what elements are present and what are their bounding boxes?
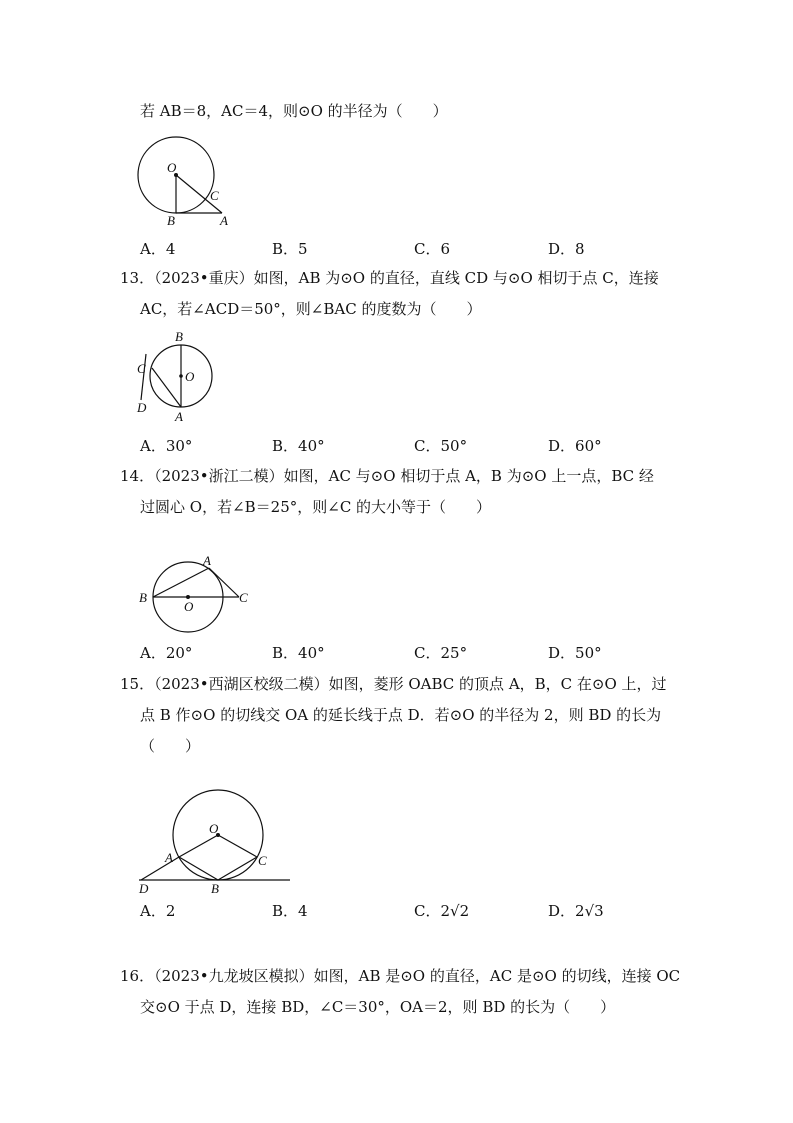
q14-stem-line2: 过圆心 O，若∠B＝25°，则∠C 的大小等于（ ）: [140, 498, 492, 516]
q16-stem-line1: 16．（2023•九龙坡区模拟）如图，AB 是⊙O 的直径，AC 是⊙O 的切线，连接 OC: [120, 967, 681, 985]
q12-figure: [130, 130, 250, 230]
q14-stem-line1: 14．（2023•浙江二模）如图，AC 与⊙O 相切于点 A，B 为⊙O 上一点，BC 经: [120, 467, 654, 485]
q12-label-o: O: [167, 160, 177, 175]
q15-label-o: O: [209, 821, 219, 836]
q15-stem-line2: 点 B 作⊙O 的切线交 OA 的延长线于点 D．若⊙O 的半径为 2，则 BD 的长为: [140, 706, 662, 724]
q15-label-c: C: [258, 853, 267, 868]
q13-figure: [130, 325, 240, 425]
q12-stem: 若 AB＝8，AC＝4，则⊙O 的半径为（ ）: [140, 102, 448, 120]
q14-label-a: A: [203, 553, 211, 568]
q12-label-c: C: [210, 188, 219, 203]
q13-stem-line1: 13．（2023•重庆）如图，AB 为⊙O 的直径，直线 CD 与⊙O 相切于点 C，连接: [120, 269, 659, 287]
q14-chord-ba: [153, 568, 209, 597]
q14-option-a[interactable]: A．20°: [140, 644, 193, 662]
q14-label-b: B: [139, 590, 147, 605]
q14-option-b[interactable]: B．40°: [272, 644, 325, 662]
q13-center-dot: [179, 374, 183, 378]
q15-option-c[interactable]: C．2√2: [414, 902, 470, 920]
q13-option-a[interactable]: A．30°: [140, 437, 193, 455]
q12-option-a[interactable]: A．4: [140, 240, 176, 258]
q13-option-d[interactable]: D．60°: [548, 437, 602, 455]
q15-option-a[interactable]: A．2: [140, 902, 176, 920]
q16-stem-line2: 交⊙O 于点 D，连接 BD，∠C＝30°，OA＝2，则 BD 的长为（ ）: [140, 998, 616, 1016]
q13-option-b[interactable]: B．40°: [272, 437, 325, 455]
q14-tangent-ac: [209, 568, 239, 597]
q12-label-a: A: [220, 213, 228, 228]
q15-label-b: B: [211, 881, 219, 895]
q13-label-b: B: [175, 329, 183, 344]
q15-stem-line1: 15．（2023•西湖区校级二模）如图，菱形 OABC 的顶点 A，B，C 在⊙O 上，过: [120, 675, 667, 693]
q14-option-c[interactable]: C．25°: [414, 644, 468, 662]
q15-side-cb: [218, 857, 257, 880]
q14-option-d[interactable]: D．50°: [548, 644, 602, 662]
q15-option-d[interactable]: D．2√3: [548, 902, 604, 920]
q13-label-o: O: [185, 369, 195, 384]
q15-figure: [135, 785, 295, 895]
q13-label-c: C: [137, 361, 146, 376]
q15-extension-ad: [141, 857, 179, 880]
q13-stem-line2: AC，若∠ACD＝50°，则∠BAC 的度数为（ ）: [140, 300, 482, 318]
q15-label-d: D: [139, 881, 149, 895]
q15-option-b[interactable]: B．4: [272, 902, 308, 920]
q12-label-b: B: [167, 213, 175, 228]
q13-chord-ac: [152, 368, 181, 407]
q15-side-oc: [218, 835, 257, 857]
q15-side-oa: [179, 835, 218, 857]
q13-label-a: A: [175, 409, 183, 424]
q15-stem-line3: （ ）: [140, 737, 201, 755]
q14-label-c: C: [239, 590, 248, 605]
q12-option-d[interactable]: D．8: [548, 240, 585, 258]
q13-label-d: D: [137, 400, 147, 415]
q15-label-a: A: [165, 850, 173, 865]
q13-option-c[interactable]: C．50°: [414, 437, 468, 455]
q14-label-o: O: [184, 599, 194, 614]
q15-side-ab: [179, 857, 218, 880]
q12-option-b[interactable]: B．5: [272, 240, 308, 258]
q12-option-c[interactable]: C．6: [414, 240, 451, 258]
q14-figure: [135, 552, 265, 642]
